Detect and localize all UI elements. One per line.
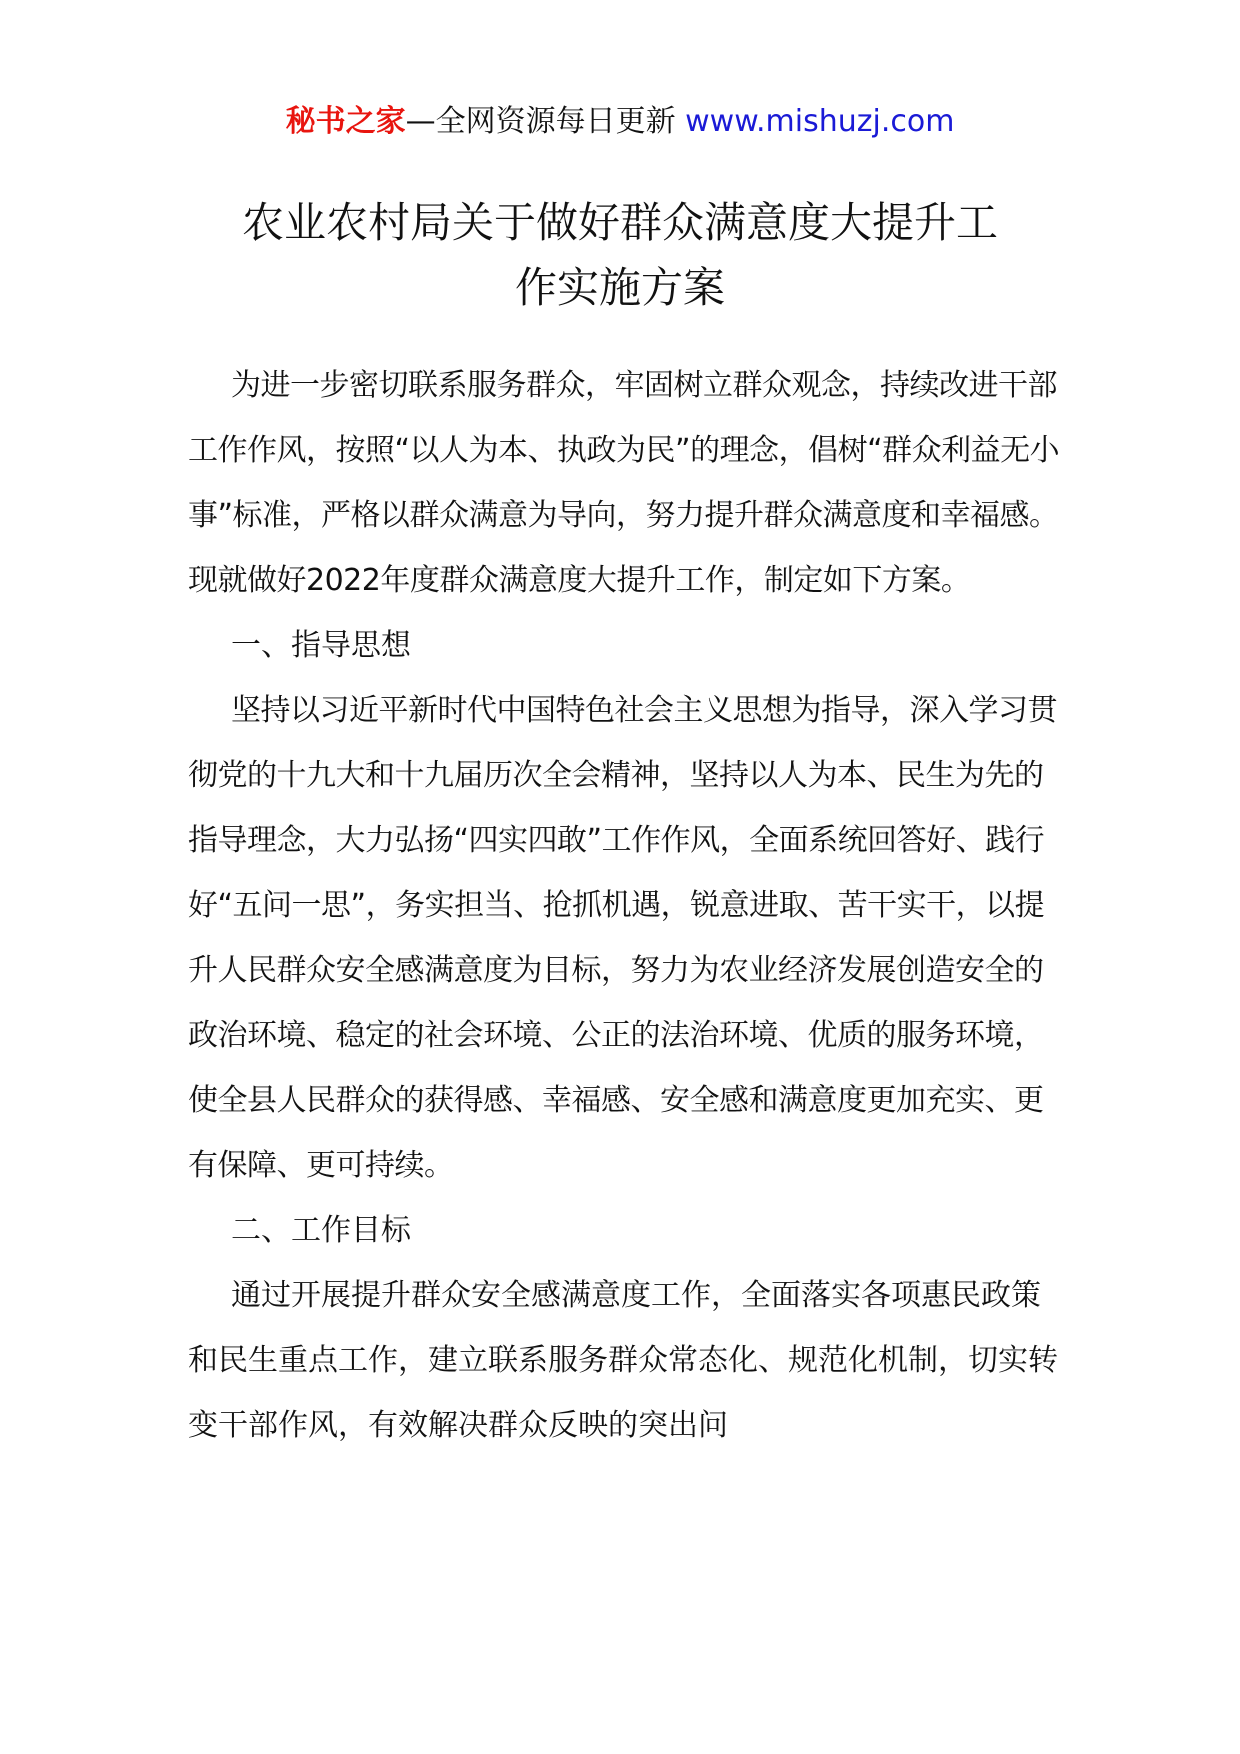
site-url-link[interactable]: www.mishuzj.com — [685, 104, 955, 139]
work-goals-paragraph: 通过开展提升群众安全感满意度工作，全面落实各项惠民政策和民生重点工作，建立联系服务群众常态化、规范化机制，切实转变干部作风，有效解决群众反映的突出问 — [188, 1278, 1058, 1443]
guiding-ideology-paragraph: 坚持以习近平新时代中国特色社会主义思想为指导，深入学习贯彻党的十九大和十九届历次全会精神，坚持以人为本、民生为先的指导理念，大力弘扬“四实四敢”工作作风，全面系统回答好、践行好“五问一思”，务实担当、抢抓机遇，锐意进取、苦干实干，以提升人民群众安全感满意度为目标，努力为农业经济发展创造安全的政治环境、稳定的社会环境、公正的法治环境、优质的服务环境，使全县人民群众的获得感、幸福感、安全感和满意度更加充实、更有保障、更可持续。 — [188, 693, 1057, 1183]
section-heading-guiding-ideology: 一、指导思想 — [231, 628, 411, 663]
document-body — [188, 353, 1068, 1458]
title-line-2: 作实施方案 — [514, 263, 725, 312]
brand-name: 秘书之家 — [285, 104, 406, 139]
document-title — [140, 190, 1100, 320]
intro-paragraph: 为进一步密切联系服务群众，牢固树立群众观念，持续改进干部工作作风，按照“以人为本、执政为民”的理念，倡树“群众利益无小事”标准，严格以群众满意为导向，努力提升群众满意度和幸福感。现就做好2022年度群众满意度大提升工作，制定如下方案。 — [188, 368, 1060, 598]
header-slogan: —全网资源每日更新 — [405, 104, 676, 139]
site-header — [0, 100, 1240, 144]
section-heading-work-goals: 二、工作目标 — [231, 1213, 411, 1248]
title-line-1: 农业农村局关于做好群众满意度大提升工 — [241, 198, 998, 247]
